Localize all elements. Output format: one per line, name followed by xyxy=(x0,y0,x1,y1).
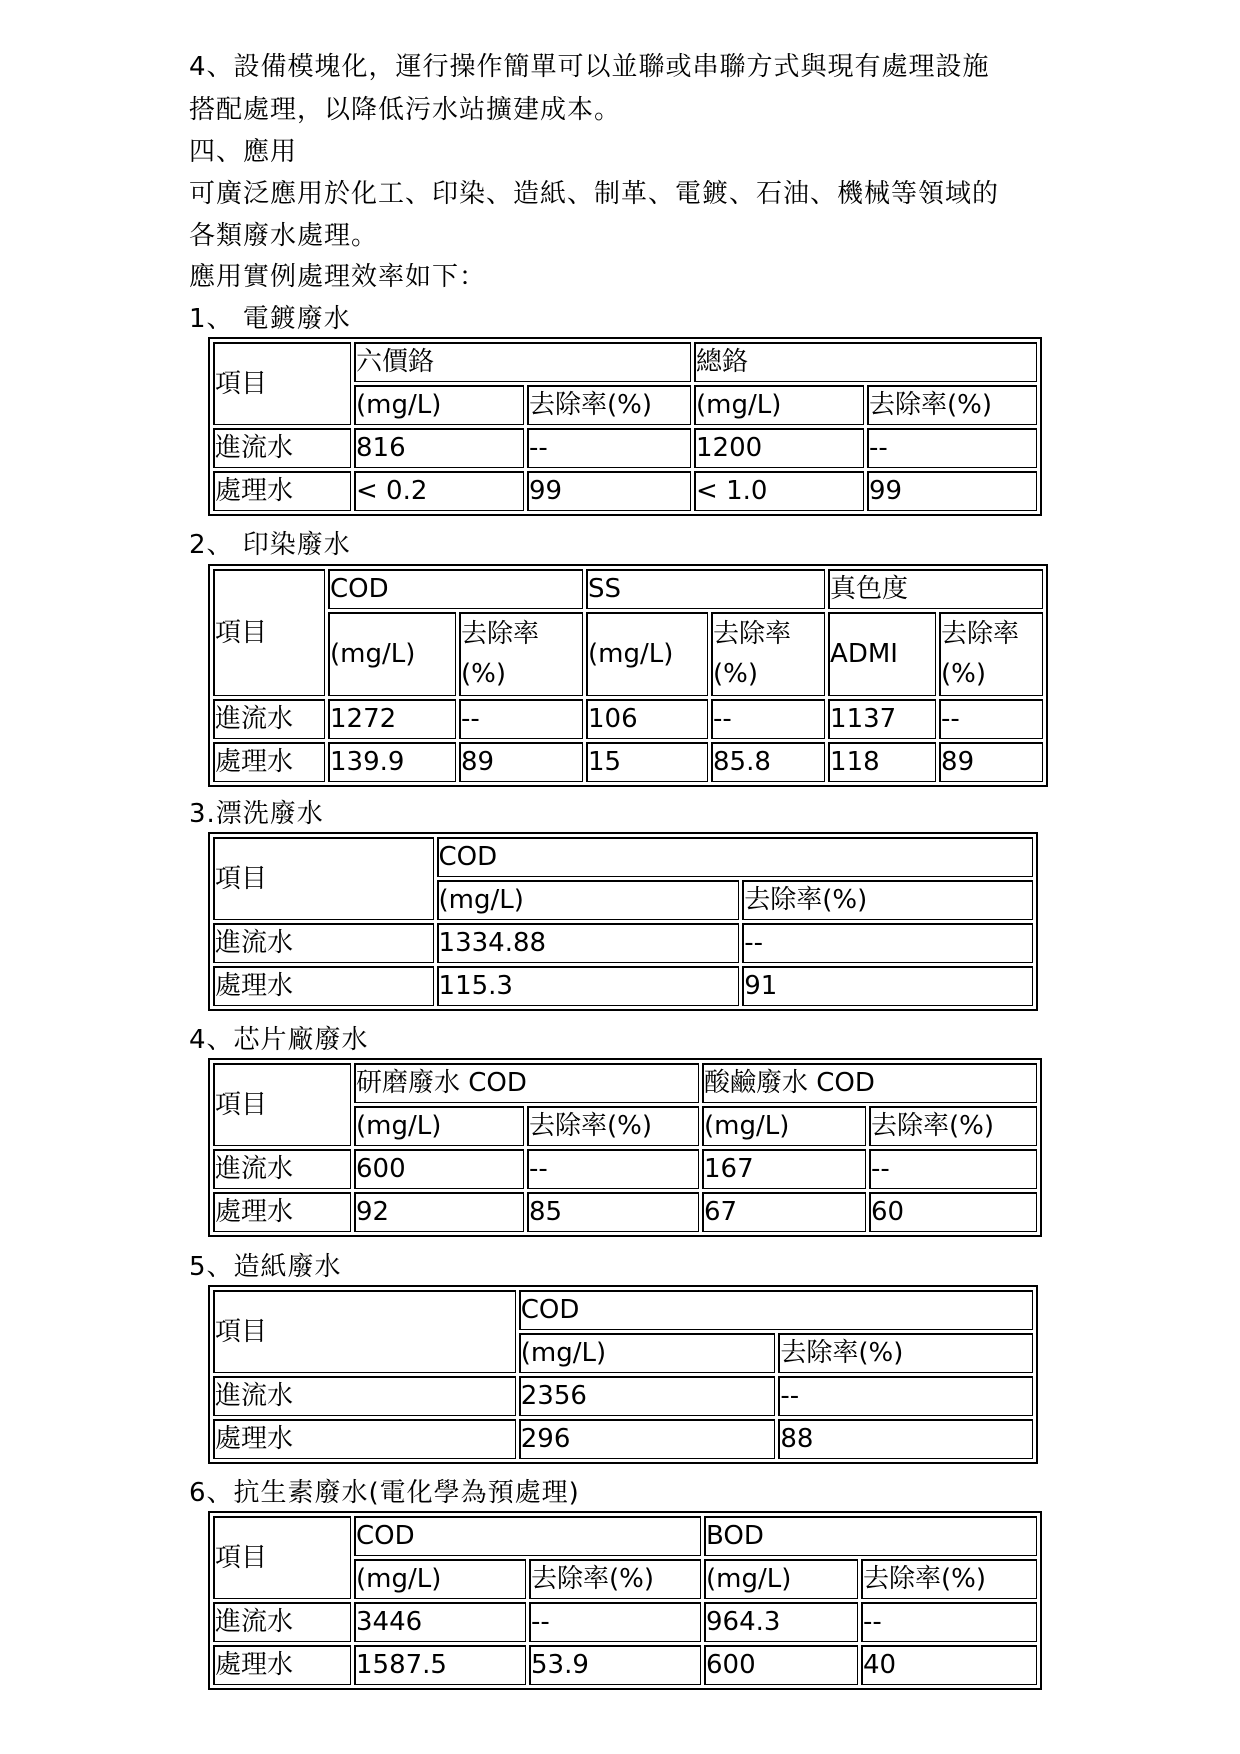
paragraph-line-5: 應用實例處理效率如下： xyxy=(189,262,487,292)
table-row xyxy=(213,1376,1033,1416)
table-cell: 53.9 xyxy=(529,1645,701,1685)
sub-header: 去除率(%) xyxy=(529,1559,701,1599)
table-cell: 600 xyxy=(354,1149,524,1189)
table-cell: 1200 xyxy=(694,428,864,468)
section-heading: 四、應用 xyxy=(189,137,298,167)
sub-header: (mg/L) xyxy=(437,880,740,920)
sub-header: 去除率(%) xyxy=(711,612,825,696)
table-cell: 139.9 xyxy=(328,742,456,782)
table-cell: 91 xyxy=(742,966,1033,1006)
sub-header: 去除率(%) xyxy=(527,1106,699,1146)
table-cell: -- xyxy=(711,699,825,739)
table-cell: 89 xyxy=(459,742,583,782)
table-cell: 167 xyxy=(702,1149,866,1189)
table-cell: -- xyxy=(742,923,1033,963)
table-row xyxy=(213,1149,1037,1189)
sub-header: 去除率(%) xyxy=(861,1559,1037,1599)
table-row xyxy=(213,742,1043,782)
sub-header: 去除率(%) xyxy=(867,385,1037,425)
table-cell: 600 xyxy=(704,1645,858,1685)
table-row xyxy=(213,923,1033,963)
sub-header: 去除率(%) xyxy=(742,880,1033,920)
row-label: 處理水 xyxy=(213,1192,351,1232)
paragraph-line-4: 各類廢水處理。 xyxy=(189,221,379,251)
data-table-electroplating xyxy=(208,337,1042,516)
table-caption: 3.漂洗廢水 xyxy=(189,799,324,829)
paragraph-line-2: 搭配處理，以降低污水站擴建成本。 xyxy=(189,95,622,125)
item-header: 項目 xyxy=(213,1516,351,1599)
row-label: 進流水 xyxy=(213,1376,516,1416)
group-header: COD xyxy=(328,569,583,609)
table-cell: 88 xyxy=(778,1419,1033,1459)
table-cell: 85 xyxy=(527,1192,699,1232)
group-header: BOD xyxy=(704,1516,1037,1556)
sub-header: (mg/L) xyxy=(586,612,708,696)
table-cell: 67 xyxy=(702,1192,866,1232)
group-header: 六價鉻 xyxy=(354,342,691,382)
sub-header: (mg/L) xyxy=(519,1333,776,1373)
row-label: 處理水 xyxy=(213,966,434,1006)
sub-header: (mg/L) xyxy=(702,1106,866,1146)
row-label: 處理水 xyxy=(213,1419,516,1459)
table-cell: -- xyxy=(459,699,583,739)
table-cell: 60 xyxy=(869,1192,1037,1232)
table-cell: 85.8 xyxy=(711,742,825,782)
sub-header: 去除率(%) xyxy=(778,1333,1033,1373)
table-caption: 4、芯片廠廢水 xyxy=(189,1025,369,1055)
group-header: 酸鹼廢水 COD xyxy=(702,1063,1037,1103)
sub-header: (mg/L) xyxy=(694,385,864,425)
table-row xyxy=(213,699,1043,739)
group-header: SS xyxy=(586,569,825,609)
table-cell: -- xyxy=(527,428,691,468)
table-row xyxy=(213,1645,1037,1685)
group-header: COD xyxy=(437,837,1033,877)
item-header: 項目 xyxy=(213,569,325,696)
table-cell: -- xyxy=(939,699,1043,739)
group-header: 總鉻 xyxy=(694,342,1037,382)
sub-header: 去除率(%) xyxy=(527,385,691,425)
group-header: COD xyxy=(354,1516,701,1556)
table-cell: -- xyxy=(869,1149,1037,1189)
table-cell: 115.3 xyxy=(437,966,740,1006)
data-table-dyeing xyxy=(208,564,1048,787)
table-cell: -- xyxy=(778,1376,1033,1416)
group-header: COD xyxy=(519,1290,1033,1330)
table-cell: -- xyxy=(861,1602,1037,1642)
sub-header: ADMI xyxy=(828,612,936,696)
row-label: 處理水 xyxy=(213,1645,351,1685)
row-label: 進流水 xyxy=(213,1149,351,1189)
table-cell: 106 xyxy=(586,699,708,739)
group-header: 研磨廢水 COD xyxy=(354,1063,699,1103)
table-cell: < 1.0 xyxy=(694,471,864,511)
table-cell: 15 xyxy=(586,742,708,782)
row-label: 處理水 xyxy=(213,471,351,511)
table-cell: < 0.2 xyxy=(354,471,524,511)
table-cell: 1137 xyxy=(828,699,936,739)
table-cell: -- xyxy=(867,428,1037,468)
table-caption: 2、 印染廢水 xyxy=(189,530,351,560)
table-cell: -- xyxy=(529,1602,701,1642)
item-header: 項目 xyxy=(213,837,434,920)
table-caption: 1、 電鍍廢水 xyxy=(189,304,351,334)
row-label: 進流水 xyxy=(213,923,434,963)
table-row xyxy=(213,966,1033,1006)
row-label: 處理水 xyxy=(213,742,325,782)
table-row xyxy=(213,428,1037,468)
table-cell: 1587.5 xyxy=(354,1645,526,1685)
row-label: 進流水 xyxy=(213,1602,351,1642)
sub-header: 去除率(%) xyxy=(459,612,583,696)
item-header: 項目 xyxy=(213,1290,516,1373)
table-cell: 89 xyxy=(939,742,1043,782)
table-row xyxy=(213,471,1037,511)
table-caption: 6、抗生素廢水(電化學為預處理) xyxy=(189,1478,580,1508)
table-cell: 40 xyxy=(861,1645,1037,1685)
data-table-paper xyxy=(208,1285,1038,1464)
table-cell: 3446 xyxy=(354,1602,526,1642)
sub-header: (mg/L) xyxy=(328,612,456,696)
table-cell: 118 xyxy=(828,742,936,782)
table-cell: 964.3 xyxy=(704,1602,858,1642)
sub-header: (mg/L) xyxy=(704,1559,858,1599)
table-cell: 2356 xyxy=(519,1376,776,1416)
data-table-antibiotic xyxy=(208,1511,1042,1690)
table-cell: 296 xyxy=(519,1419,776,1459)
table-row xyxy=(213,1602,1037,1642)
sub-header: 去除率(%) xyxy=(869,1106,1037,1146)
table-cell: 1334.88 xyxy=(437,923,740,963)
item-header: 項目 xyxy=(213,1063,351,1146)
row-label: 進流水 xyxy=(213,699,325,739)
data-table-rinsing xyxy=(208,832,1038,1011)
table-row xyxy=(213,1419,1033,1459)
sub-header: (mg/L) xyxy=(354,1106,524,1146)
sub-header: 去除率(%) xyxy=(939,612,1043,696)
sub-header: (mg/L) xyxy=(354,385,524,425)
table-cell: 92 xyxy=(354,1192,524,1232)
sub-header: (mg/L) xyxy=(354,1559,526,1599)
data-table-chip-plant xyxy=(208,1058,1042,1237)
item-header: 項目 xyxy=(213,342,351,425)
row-label: 進流水 xyxy=(213,428,351,468)
group-header: 真色度 xyxy=(828,569,1043,609)
table-cell: 1272 xyxy=(328,699,456,739)
table-cell: 816 xyxy=(354,428,524,468)
table-cell: -- xyxy=(527,1149,699,1189)
table-row xyxy=(213,1192,1037,1232)
paragraph-line-3: 可廣泛應用於化工、印染、造紙、制革、電鍍、石油、機械等領域的 xyxy=(189,179,1000,209)
paragraph-line-1: 4、設備模塊化，運行操作簡單可以並聯或串聯方式與現有處理設施 xyxy=(189,52,990,82)
table-caption: 5、造紙廢水 xyxy=(189,1252,342,1282)
table-cell: 99 xyxy=(867,471,1037,511)
table-cell: 99 xyxy=(527,471,691,511)
